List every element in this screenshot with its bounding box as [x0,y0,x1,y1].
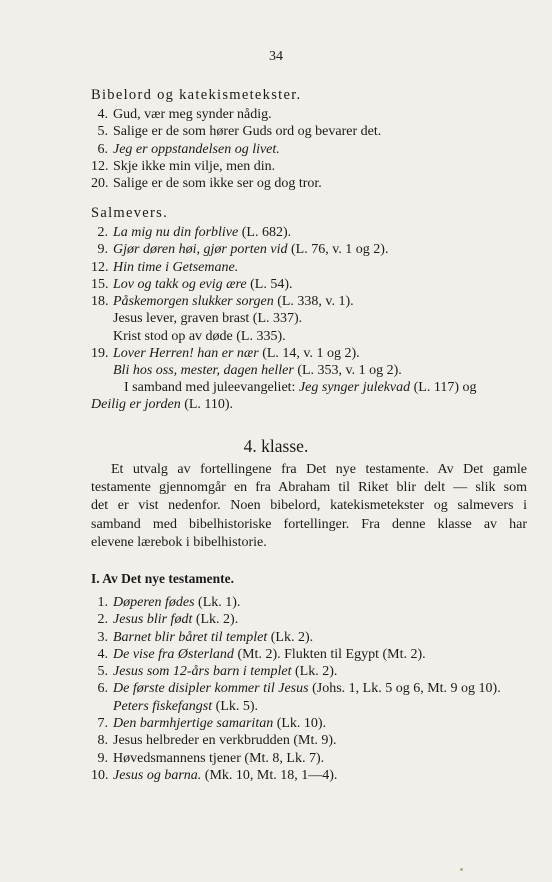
item-reference: (Lk. 2). [267,629,314,645]
item-reference: (L. 682). [238,225,292,240]
intro-line: elevene lærebok i bibelhistorie. [91,534,267,550]
item-number: 9. [97,750,108,766]
item-reference: (Lk. 1). [194,595,241,610]
samband-line-2: Deilig er jorden (L. 110). [91,397,234,413]
list-item [91,293,531,310]
item-title: De vise fra Østerland [113,646,234,662]
intro-line: det er vist nedenfor. Noen bibelord, katekismetekster og salmevers i [91,498,527,514]
item-number: 5. [97,124,108,140]
item-text: Gud, vær meg synder nådig. [113,107,272,122]
item-reference: Jesus lever, graven brast (L. 337). [113,311,303,327]
item-text [113,241,388,258]
list-item [91,276,531,293]
item-reference: (L. 76, v. 1 og 2). [287,242,389,258]
intro-line: testamente gjennomgår en fra Abraham til Riket blir delt — slik som [91,480,527,496]
page-number: 34 [269,49,283,64]
item-text [113,362,402,379]
intro-line: Et utvalg av fortellingene fra Det nye testamente. Av Det gamle [111,462,527,477]
item-text [113,293,354,310]
intro-paragraph [91,461,527,552]
item-title: Peters fiskefangst [113,698,213,714]
item-text: Salige er de som ikke ser og dog tror. [113,176,322,192]
item-reference: Høvedsmannens tjener (Mt. 8, Lk. 7). [113,750,325,766]
nt-list [91,594,531,784]
item-title: Lover Herren! han er nær [113,346,259,362]
list-item [91,123,531,140]
list-item [91,698,531,715]
paper-speck [460,868,463,871]
list-item [91,241,531,258]
item-text [113,594,240,611]
list-item [91,224,531,241]
item-reference: (Mk. 10, Mt. 18, 1—4). [201,767,338,783]
item-title: Jesus og barna. [113,767,202,783]
list-item [91,767,531,784]
samband-paragraph [91,379,527,414]
item-title: Lov og takk og evig ære [113,276,247,292]
item-title: La mig nu din forblive [113,225,239,240]
item-text [113,767,337,784]
item-reference: (Lk. 2). [291,664,338,680]
item-reference: (L. 14, v. 1 og 2). [258,346,360,362]
list-item [91,611,531,628]
klasse-heading: 4. klasse. [243,436,309,456]
list-item [91,732,531,749]
list-item [91,750,531,767]
item-text [113,345,360,362]
item-reference: (L. 338, v. 1). [273,294,354,310]
item-title: Barnet blir båret til templet [113,629,268,645]
intro-line: samband med bibelhistoriske fortellinger. Fra denne klasse av har [91,516,527,532]
list-item [91,629,531,646]
item-text [113,611,238,628]
list-item [91,680,531,697]
list-item [91,175,531,192]
item-text [113,276,293,293]
item-reference: Krist stod op av døde (L. 335). [113,328,286,344]
item-text: Skje ikke min vilje, men din. [113,158,276,174]
item-number: 4. [97,646,108,662]
item-text: Jeg er oppstandelsen og livet. [113,141,280,157]
nt-heading: I. Av Det nye testamente. [91,571,234,586]
list-item [91,141,531,158]
item-text [113,259,238,276]
item-number: 15. [91,276,109,292]
item-number: 4. [97,107,108,122]
item-number: 9. [97,242,108,258]
item-title: Bli hos oss, mester, dagen heller [113,363,294,379]
item-number: 7. [97,716,108,732]
item-reference: Jesus helbreder en verkbrudden (Mt. 9). [113,733,337,749]
item-number: 19. [91,346,109,362]
item-reference: (L. 353, v. 1 og 2). [293,363,402,379]
list-item [91,362,531,379]
item-title: Jesus som 12-års barn i templet [113,664,292,680]
item-number: 2. [97,612,108,628]
item-number: 6. [97,681,108,697]
item-text [113,310,302,327]
item-text [113,663,337,680]
item-text [113,750,324,767]
list-item [91,646,531,663]
list-item [91,310,531,327]
item-text [113,715,326,732]
item-number: 2. [97,225,108,240]
item-text [113,629,313,646]
item-title: Påskemorgen slukker sorgen [113,294,274,310]
item-number: 12. [91,259,109,275]
item-title: Den barmhjertige samaritan [113,716,274,732]
item-number: 6. [97,141,108,157]
bibelord-heading: Bibelord og katekismetekster. [91,87,302,103]
item-title: De første disipler kommer til Jesus [113,681,309,697]
item-number: 20. [91,176,109,192]
item-title: Døperen fødes [113,595,195,610]
item-text [113,698,258,715]
item-text [113,328,286,345]
item-number: 12. [91,158,109,174]
samband-line-1: I samband med juleevangeliet: Jeg synger julekvad (L. 117) og [124,380,477,395]
list-item [91,259,531,276]
salmevers-heading: Salmevers. [91,205,169,221]
salmevers-list [91,224,531,380]
item-text [113,646,426,663]
list-item [91,594,531,611]
item-reference: (L. 54). [246,276,293,292]
item-text: Salige er de som hører Guds ord og bevarer det. [113,124,382,140]
item-reference: (Johs. 1, Lk. 5 og 6, Mt. 9 og 10). [308,681,501,697]
item-text [113,732,337,749]
list-item [91,328,531,345]
item-number: 3. [97,629,108,645]
list-item [91,663,531,680]
item-text [113,224,291,241]
list-item [91,106,531,123]
bibelord-list [91,106,531,192]
item-title: Gjør døren høi, gjør porten vid [113,242,288,258]
item-number: 18. [91,294,109,310]
item-number: 1. [97,595,108,610]
item-reference: (Lk. 2). [192,612,239,628]
item-number: 10. [91,767,109,783]
item-reference: (Mt. 2). Flukten til Egypt (Mt. 2). [233,646,426,662]
list-item [91,345,531,362]
item-text [113,680,501,697]
list-item [91,715,531,732]
item-title: Jesus blir født [113,612,193,628]
item-title: Hin time i Getsemane. [113,259,239,275]
item-reference: (Lk. 5). [212,698,259,714]
item-number: 5. [97,664,108,680]
item-reference: (Lk. 10). [273,716,327,732]
list-item [91,158,531,175]
item-number: 8. [97,733,108,749]
